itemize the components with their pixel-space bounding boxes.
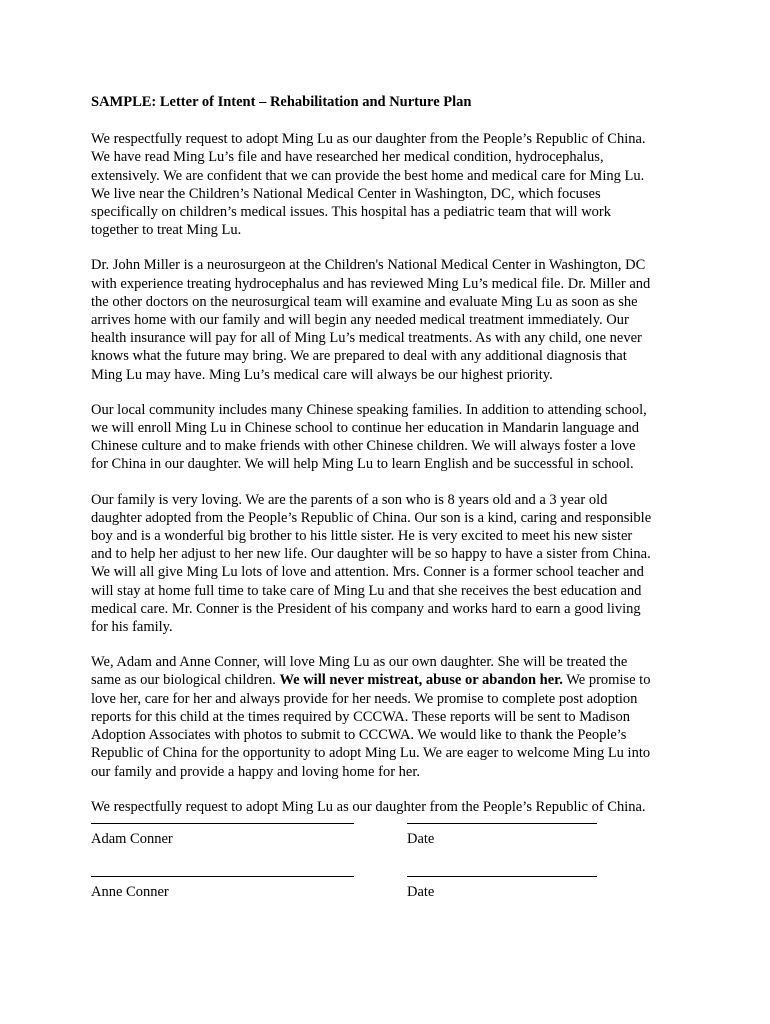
text-line: for his family.	[91, 619, 173, 636]
text-line: arrives home with our family and will begin any needed medical treatment immediately. Our	[91, 312, 629, 329]
text-line: We have read Ming Lu’s file and have researched her medical condition, hydrocephalus,	[91, 149, 604, 166]
text-line: with experience treating hydrocephalus and has reviewed Ming Lu’s medical file. Dr. Miller and	[91, 275, 651, 292]
signature-block-anne	[91, 876, 691, 898]
letter-title: SAMPLE: Letter of Intent – Rehabilitation and Nurture Plan	[91, 94, 472, 110]
text-line: boy and is a wonderful big brother to his little sister. He is very excited to meet his new sister	[91, 528, 633, 545]
signature-line[interactable]	[91, 823, 354, 824]
text-line	[91, 671, 691, 689]
text-line: We will all give Ming Lu lots of love and attention. Mrs. Conner is a former school teacher and	[91, 564, 644, 581]
text-line: daughter adopted from the People’s Republic of China. Our son is a kind, caring and responsible	[91, 509, 652, 526]
text-line: Republic of China for the opportunity to adopt Ming Lu. We are eager to welcome Ming Lu into	[91, 745, 651, 762]
letter-body	[91, 93, 691, 816]
text-line: specifically on children’s medical issues. This hospital has a pediatric team that will work	[91, 204, 611, 221]
promise-emphasis: We will never mistreat, abuse or abandon her.	[279, 672, 563, 689]
text-line: reports for this child at the times required by CCCWA. These reports will be sent to Madison	[91, 708, 630, 725]
text-line: knows what the future may bring. We are prepared to deal with any additional diagnosis that	[91, 348, 627, 365]
text-line: extensively. We are confident that we can provide the best home and medical care for Ming Lu.	[91, 167, 645, 184]
paragraph-promise	[91, 653, 691, 780]
closing-statement: We respectfully request to adopt Ming Lu as our daughter from the People’s Republic of China.	[91, 798, 646, 815]
paragraph-request	[91, 130, 691, 239]
text-line: Chinese culture and to make friends with other Chinese children. We will always foster a love	[91, 438, 636, 455]
text-line: our family and provide a happy and loving home for her.	[91, 763, 420, 780]
date-line[interactable]	[407, 823, 597, 824]
signature-block-adam	[91, 823, 691, 845]
date-label: Date	[407, 831, 435, 847]
signature-line[interactable]	[91, 876, 354, 877]
text-line: the other doctors on the neurosurgical team will examine and evaluate Ming Lu as soon as she	[91, 293, 638, 310]
text-line: medical care. Mr. Conner is the President of his company and works hard to earn a good living	[91, 600, 641, 617]
text-line: together to treat Ming Lu.	[91, 222, 242, 239]
text-line: We, Adam and Anne Conner, will love Ming Lu as our own daughter. She will be treated the	[91, 654, 628, 671]
text-line: Ming Lu may have. Ming Lu’s medical care will always be our highest priority.	[91, 366, 553, 383]
text-segment: same as our biological children.	[91, 672, 280, 689]
paragraph-family	[91, 491, 691, 637]
text-line: we will enroll Ming Lu in Chinese school to continue her education in Mandarin language and	[91, 420, 640, 437]
text-segment: We promise to	[562, 672, 651, 689]
text-line: for China in our daughter. We will help Ming Lu to learn English and be successful in school.	[91, 456, 634, 473]
text-line: health insurance will pay for all of Ming Lu’s medical treatments. As with any child, one never	[91, 330, 642, 347]
date-label: Date	[407, 884, 435, 900]
date-line[interactable]	[407, 876, 597, 877]
text-line: and to help her adjust to her new life. Our daughter will be so happy to have a sister from China.	[91, 546, 651, 563]
text-line: We live near the Children’s National Medical Center in Washington, DC, which focuses	[91, 185, 601, 202]
text-line: Dr. John Miller is a neurosurgeon at the Children's National Medical Center in Washington, DC	[91, 257, 646, 274]
paragraph-medical	[91, 256, 691, 383]
text-line: Our local community includes many Chinese speaking families. In addition to attending school,	[91, 401, 647, 418]
text-line: Our family is very loving. We are the parents of a son who is 8 years old and a 3 year old	[91, 491, 608, 508]
text-line: will stay at home full time to take care of Ming Lu and that she receives the best education and	[91, 582, 642, 599]
paragraph-community	[91, 401, 691, 474]
text-line: love her, care for her and always provide for her needs. We promise to complete post adoption	[91, 690, 638, 707]
text-line: We respectfully request to adopt Ming Lu as our daughter from the People’s Republic of China.	[91, 131, 646, 148]
signer-name: Anne Conner	[91, 884, 169, 900]
signer-name: Adam Conner	[91, 831, 173, 847]
text-line: Adoption Associates with photos to submit to CCCWA. We would like to thank the People’s	[91, 727, 627, 744]
